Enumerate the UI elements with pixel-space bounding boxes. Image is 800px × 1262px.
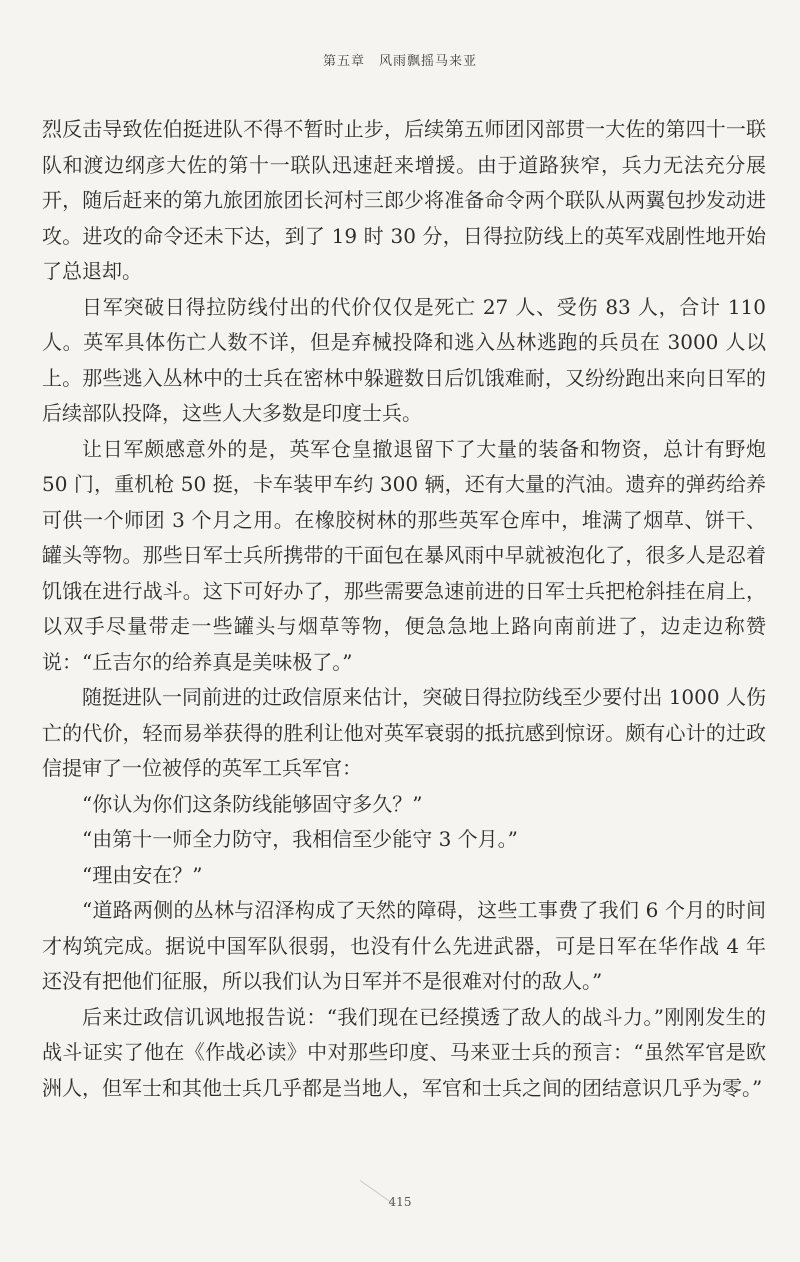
page-number: 415 xyxy=(388,1195,412,1209)
dialogue-line: “由第十一师全力防守，我相信至少能守 3 个月。” xyxy=(82,827,518,851)
body-text xyxy=(42,112,766,1106)
paragraph: 烈反击导致佐伯挺进队不得不暂时止步，后续第五师团冈部贯一大佐的第四十一联队和渡边纲彦大佐的第十一联队迅速赶来增援。由于道路狭窄，兵力无法充分展开，随后赶来的第九旅团旅团长河村三郎少将准备命令两个联队从两翼包抄发动进攻。进攻的命令还未下达，到了 19 时 30 分，日得拉防线上的英军戏剧性地开始了总退却。 xyxy=(42,117,766,283)
paragraph: 随挺进队一同前进的辻政信原来估计，突破日得拉防线至少要付出 1000 人伤亡的代价，轻而易举获得的胜利让他对英军衰弱的抵抗感到惊讶。颇有心计的辻政信提审了一位被俘的英军工兵军官： xyxy=(42,685,766,780)
paragraph: 让日军颇感意外的是，英军仓皇撤退留下了大量的装备和物资，总计有野炮 50 门，重机枪 50 挺，卡车装甲车约 300 辆，还有大量的汽油。遗弃的弹药给养可供一个师团 3 个月之用。在橡胶树林的那些英军仓库中，堆满了烟草、饼干、罐头等物。那些日军士兵所携带的干面包在暴风雨中早就被泡化了，很多人是忍着饥饿在进行战斗。这下可好办了，那些需要急速前进的日军士兵把枪斜挂在肩上，以双手尽量带走一些罐头与烟草等物，便急急地上路向南前进了，边走边称赞说：“丘吉尔的给养真是美味极了。” xyxy=(42,436,766,674)
dialogue-line: “你认为你们这条防线能够固守多久？” xyxy=(82,791,423,816)
paragraph: 日军突破日得拉防线付出的代价仅仅是死亡 27 人、受伤 83 人，合计 110 人。英军具体伤亡人数不详，但是弃械投降和逃入丛林逃跑的兵员在 3000 人以上。那些逃入丛林中的士兵在密林中躲避数日后饥饿难耐，又纷纷跑出来向日军的后续部队投降，这些人大多数是印度士兵。 xyxy=(42,294,766,425)
paragraph: 后来辻政信讥讽地报告说：“我们现在已经摸透了敌人的战斗力。”刚刚发生的战斗证实了他在《作战必读》中对那些印度、马来亚士兵的预言：“虽然军官是欧洲人，但军士和其他士兵几乎都是当地人，军官和士兵之间的团结意识几乎为零。” xyxy=(42,1004,766,1100)
running-head: 第五章 风雨飘摇马来亚 xyxy=(322,54,477,69)
dialogue-line: “道路两侧的丛林与沼泽构成了天然的障碍，这些工事费了我们 6 个月的时间才构筑完成。据说中国军队很弱，也没有什么先进武器，可是日军在华作战 4 年还没有把他们征服，所以我们认为日军并不是很难对付的敌人。” xyxy=(42,898,766,993)
dialogue-line: “理由安在？” xyxy=(82,862,203,887)
